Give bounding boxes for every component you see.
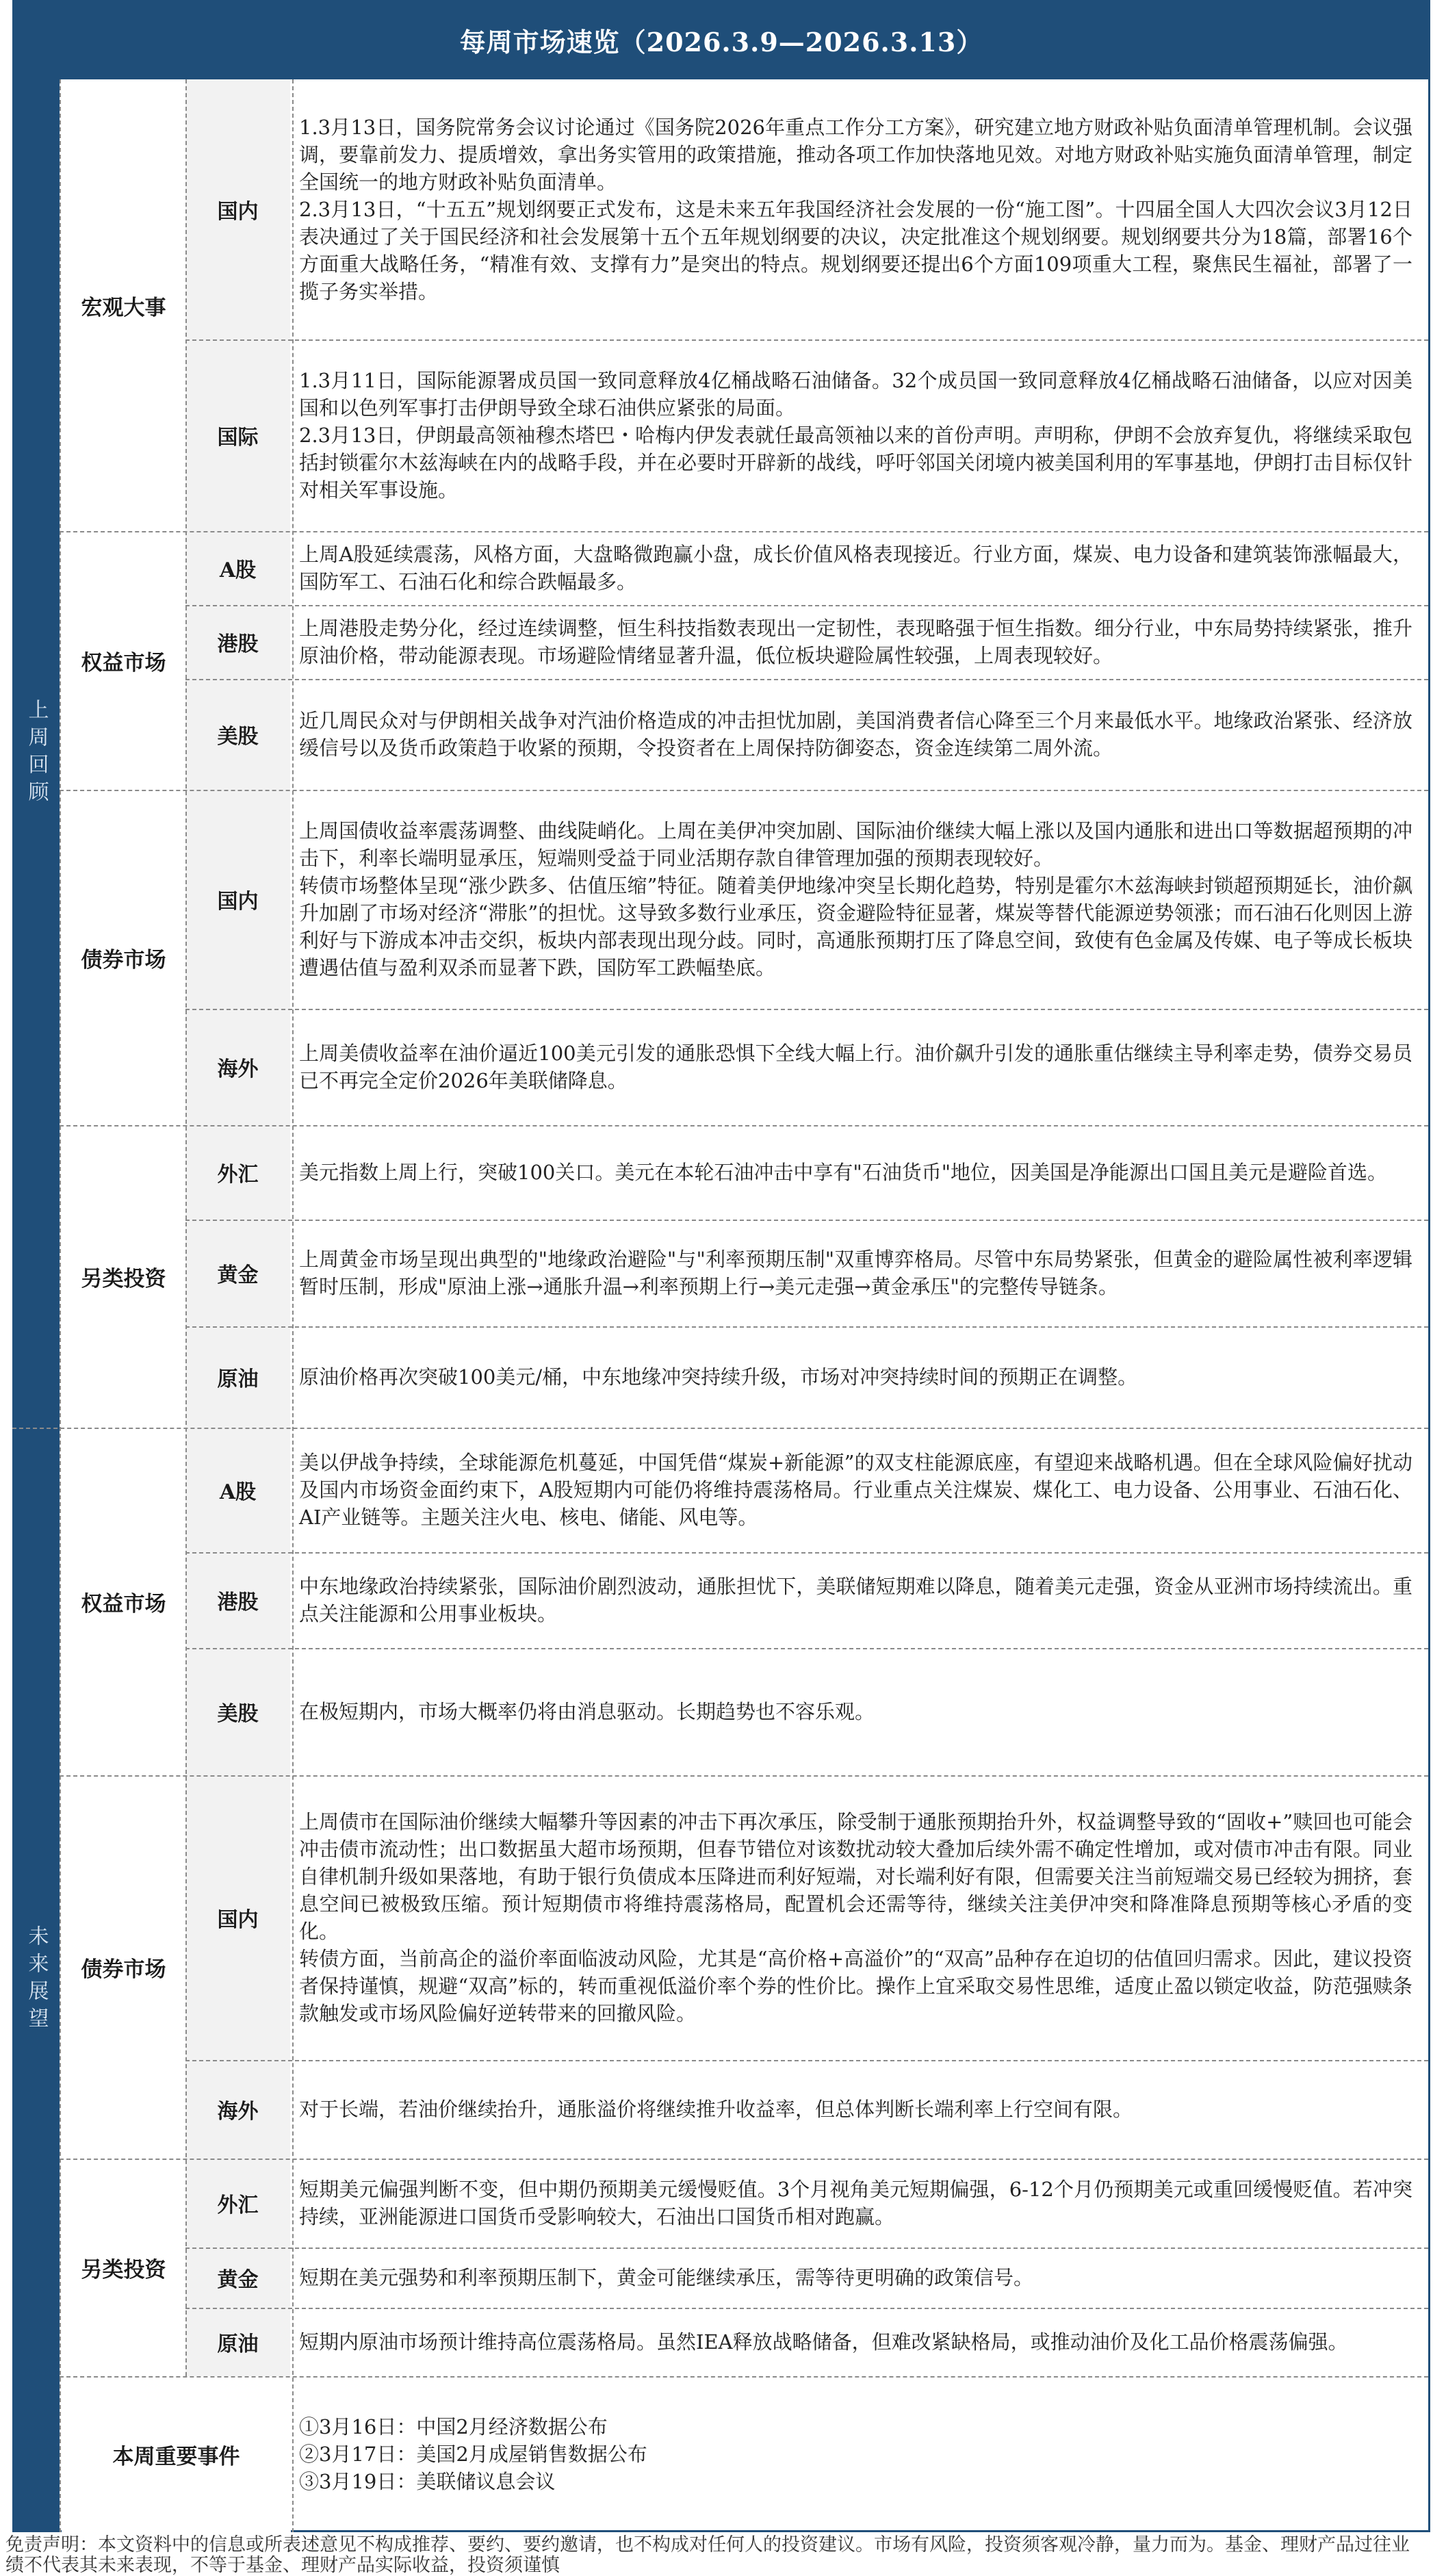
grid-divider (60, 2159, 1428, 2160)
grid-divider (185, 2060, 1428, 2061)
sub-bond-domestic-outlook: 国内 (185, 1775, 290, 2060)
grid-divider (185, 2247, 1428, 2249)
sub-a-share-outlook: A股 (185, 1428, 290, 1552)
sub-fx-outlook: 外汇 (185, 2159, 290, 2247)
macro-domestic-item-2: 2.3月13日，“十五五”规划纲要正式发布，这是未来五年我国经济社会发展的一份“施工图”。十四届全国人大四次会议3月12日表决通过了关于国民经济和社会发展第十五个五年规划纲要的决议，决定批准这个规划纲要。规划纲要共分为18篇，部署16个方面重大战略任务，“精准有效、支撑有力”是突出的特点。规划纲要还提出6个方面109项重大工程，聚焦民生福祉，部署了一揽子务实举措。 (299, 198, 1412, 303)
macro-domestic-content (295, 103, 1421, 316)
outlook-gold-content: 短期在美元强势和利率预期压制下，黄金可能继续承压，需等待更明确的政策信号。 (299, 2266, 1034, 2289)
alt-oil-content: 原油价格再次突破100美元/桶，中东地缘冲突持续升级，市场对冲突持续时间的预期正在调整。 (299, 1365, 1138, 1389)
outlook-us-content: 在极短期内，市场大概率仍将由消息驱动。长期趋势也不容乐观。 (299, 1700, 875, 1723)
category-alt-review: 另类投资 (62, 1125, 185, 1428)
bond-domestic-item-2: 转债市场整体呈现“涨少跌多、估值压缩”特征。随着美伊地缘冲突呈长期化趋势，特别是霍尔木兹海峡封锁超预期延长，油价飙升加剧了市场对经济“滞胀”的担忧。这导致多数行业承压，资金避险特征显著，煤炭等替代能源逆势领涨；而石油石化则因上游利好与下游成本冲击交织，板块内部表现出现分歧。同时，高通胀预期打压了降息空间，致使有色金属及传媒、电子等成长板块遭遇估值与盈利双杀而显著下跌，国防军工跌幅垫底。 (299, 874, 1412, 979)
grid-divider (185, 679, 1428, 680)
events-label: 本周重要事件 (62, 2376, 291, 2532)
grid-divider (12, 1428, 1428, 1429)
equity-a-share-content: 上周A股延续震荡，风格方面，大盘略微跑赢小盘，成长价值风格表现接近。行业方面，煤炭、电力设备和建筑装饰涨幅最大，国防军工、石油石化和综合跌幅最多。 (299, 543, 1412, 593)
outlook-a-share-content: 美以伊战争持续，全球能源危机蔓延，中国凭借“煤炭+新能源”的双支柱能源底座，有望迎来战略机遇。但在全球风险偏好扰动及国内市场资金面约束下，A股短期内可能仍将维持震荡格局。行业重点关注煤炭、煤化工、电力设备、公用事业、石油石化、AI产业链等。主题关注火电、核电、储能、风电等。 (299, 1451, 1412, 1529)
outlook-bond-domestic-item-1: 上周债市在国际油价继续大幅攀升等因素的冲击下再次承压，除受制于通胀预期抬升外，权益调整导致的“固收+”赎回也可能会冲击债市流动性；出口数据虽大超市场预期，但春节错位对该数扰动较大叠加后续外需不确定性增加，或对债市冲击有限。同业自律机制升级如果落地，有助于银行负债成本压降进而利好短端，对长端利好有限，但需要关注当前短端交易已经较为拥挤，套息空间已被极致压缩。预计短期债市将维持震荡格局，配置机会还需等待，继续关注美伊冲突和降准降息预期等核心矛盾的变化。 (299, 1810, 1412, 1943)
macro-domestic-item-1: 1.3月13日，国务院常务会议讨论通过《国务院2026年重点工作分工方案》，研究建立地方财政补贴负面清单管理机制。会议强调，要靠前发力、提质增效，拿出务实管用的政策措施，推动各项工作加快落地见效。对地方财政补贴实施负面清单管理，制定全国统一的地方财政补贴负面清单。 (299, 116, 1412, 194)
sub-gold-outlook: 黄金 (185, 2247, 290, 2308)
category-equity-review: 权益市场 (62, 531, 185, 790)
grid-divider (185, 1009, 1428, 1010)
grid-divider (185, 339, 1428, 341)
macro-international-item-1: 1.3月11日，国际能源署成员国一致同意释放4亿桶战略石油储备。32个成员国一致同意释放4亿桶战略石油储备，以应对因美国和以色列军事打击伊朗导致全球石油供应紧张的局面。 (299, 369, 1412, 420)
alt-fx-content: 美元指数上周上行，突破100关口。美元在本轮石油冲击中享有"石油货币"地位，因美国是净能源出口国且美元是避险首选。 (299, 1161, 1388, 1184)
event-item: ①3月16日：中国2月经济数据公布 (299, 2415, 608, 2438)
disclaimer: 免责声明：本文资料中的信息或所表述意见不构成推荐、要约、要约邀请，也不构成对任何人的投资建议。市场有风险，投资须客观冷静，量力而为。基金、理财产品过往业绩不代表其未来表现，不等于基金、理财产品实际收益，投资须谨慎 (5, 2534, 1410, 2576)
sub-hk: 港股 (185, 605, 290, 679)
sub-fx: 外汇 (185, 1125, 290, 1220)
grid-divider (185, 1648, 1428, 1649)
category-alt-outlook: 另类投资 (62, 2159, 185, 2376)
sub-oil: 原油 (185, 1326, 290, 1428)
grid-divider (185, 605, 1428, 606)
grid-divider (60, 79, 61, 2532)
grid-divider (185, 1220, 1428, 1221)
grid-divider (60, 2376, 1428, 2378)
bond-domestic-content (295, 790, 1421, 1009)
category-bond-review: 债券市场 (62, 790, 185, 1125)
sub-oil-outlook: 原油 (185, 2308, 290, 2376)
grid-divider (185, 2308, 1428, 2309)
events-list (295, 2376, 1421, 2532)
grid-divider (185, 1326, 1428, 1328)
macro-international-item-2: 2.3月13日，伊朗最高领袖穆杰塔巴・哈梅内伊发表就任最高领袖以来的首份声明。声明称，伊朗不会放弃复仇，将继续采取包括封锁霍尔木兹海峡在内的战略手段，并在必要时开辟新的战线，呼吁邻国关闭境内被美国利用的军事基地，伊朗打击目标仅针对相关军事设施。 (299, 424, 1412, 502)
outlook-bond-domestic-content (295, 1775, 1421, 2060)
equity-us-content: 近几周民众对与伊朗相关战争对汽油价格造成的冲击担忧加剧，美国消费者信心降至三个月来最低水平。地缘政治紧张、经济放缓信号以及货币政策趋于收紧的预期，令投资者在上周保持防御姿态，资金连续第二周外流。 (299, 709, 1412, 760)
macro-international-content (295, 355, 1421, 516)
outlook-hk-content: 中东地缘政治持续紧张，国际油价剧烈波动，通胀担忧下，美联储短期难以降息，随着美元走强，资金从亚洲市场持续流出。重点关注能源和公用事业板块。 (299, 1575, 1412, 1625)
sub-hk-outlook: 港股 (185, 1552, 290, 1648)
period-label-review: 上周回顾 (12, 79, 60, 1428)
category-macro: 宏观大事 (62, 79, 185, 531)
period-label-outlook: 未来展望 (12, 1428, 60, 2532)
category-bond-outlook: 债券市场 (62, 1775, 185, 2159)
sub-gold: 黄金 (185, 1220, 290, 1326)
sub-a-share: A股 (185, 531, 290, 605)
grid-divider (60, 790, 1428, 791)
grid-divider (185, 1552, 1428, 1554)
outlook-bond-domestic-item-2: 转债方面，当前高企的溢价率面临波动风险，尤其是“高价格+高溢价”的“双高”品种存在迫切的估值回归需求。因此，建议投资者保持谨慎，规避“双高”标的，转而重视低溢价率个券的性价比。操作上宜采取交易性思维，适度止盈以锁定收益，防范强赎条款触发或市场风险偏好逆转带来的回撤风险。 (299, 1947, 1412, 2025)
sub-international: 国际 (185, 339, 290, 531)
bond-overseas-content: 上周美债收益率在油价逼近100美元引发的通胀恐惧下全线大幅上行。油价飙升引发的通胀重估继续主导利率走势，债券交易员已不再完全定价2026年美联储降息。 (299, 1042, 1412, 1092)
grid-divider (292, 79, 294, 2532)
sub-bond-overseas-outlook: 海外 (185, 2060, 290, 2159)
outlook-oil-content: 短期内原油市场预计维持高位震荡格局。虽然IEA释放战略储备，但难改紧缺格局，或推动油价及化工品价格震荡偏强。 (299, 2330, 1348, 2354)
grid-divider (60, 1775, 1428, 1777)
sub-bond-domestic: 国内 (185, 790, 290, 1009)
grid-divider (60, 1125, 1428, 1126)
report-title: 每周市场速览（2026.3.9—2026.3.13） (12, 0, 1430, 79)
event-item: ③3月19日：美联储议息会议 (299, 2470, 556, 2493)
grid-divider (60, 531, 1428, 532)
sub-us: 美股 (185, 679, 290, 790)
alt-gold-content: 上周黄金市场呈现出典型的"地缘政治避险"与"利率预期压制"双重博弈格局。尽管中东局势紧张，但黄金的避险属性被利率逻辑暂时压制，形成"原油上涨→通胀升温→利率预期上行→美元走强→黄金承压"的完整传导链条。 (299, 1248, 1412, 1298)
bond-domestic-item-1: 上周国债收益率震荡调整、曲线陡峭化。上周在美伊冲突加剧、国际油价继续大幅上涨以及国内通胀和进出口等数据超预期的冲击下，利率长端明显承压，短端则受益于同业活期存款自律管理加强的预期表现较好。 (299, 819, 1412, 870)
equity-hk-content: 上周港股走势分化，经过连续调整，恒生科技指数表现出一定韧性，表现略强于恒生指数。细分行业，中东局势持续紧张，推升原油价格，带动能源表现。市场避险情绪显著升温，低位板块避险属性较强，上周表现较好。 (299, 617, 1412, 667)
category-equity-outlook: 权益市场 (62, 1428, 185, 1775)
outlook-fx-content: 短期美元偏强判断不变，但中期仍预期美元缓慢贬值。3个月视角美元短期偏强，6-12个月仍预期美元或重回缓慢贬值。若冲突持续，亚洲能源进口国货币受影响较大，石油出口国货币相对跑赢。 (299, 2178, 1412, 2228)
event-item: ②3月17日：美国2月成屋销售数据公布 (299, 2443, 647, 2466)
grid-divider (185, 79, 187, 2376)
sub-bond-overseas: 海外 (185, 1009, 290, 1125)
outlook-bond-overseas-content: 对于长端，若油价继续抬升，通胀溢价将继续推升收益率，但总体判断长端利率上行空间有限。 (299, 2098, 1133, 2121)
sub-us-outlook: 美股 (185, 1648, 290, 1775)
sub-domestic: 国内 (185, 79, 290, 339)
